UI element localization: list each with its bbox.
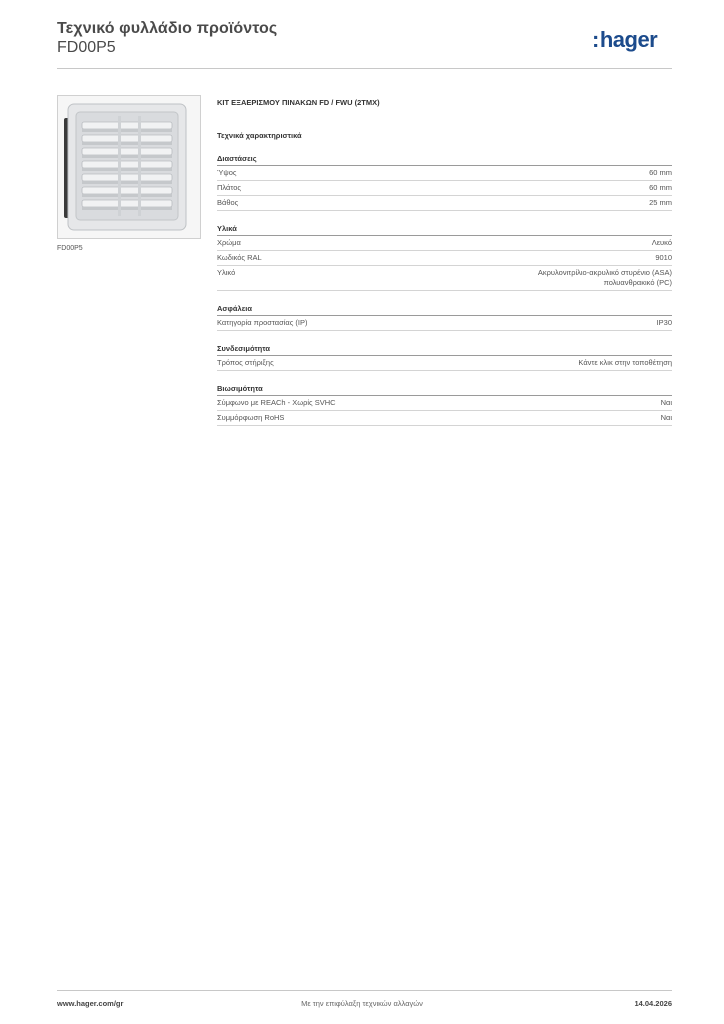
spec-label: Βάθος (217, 198, 239, 207)
spec-value: Λευκό (651, 238, 672, 247)
spec-label: Ύψος (217, 168, 237, 177)
spec-group-title: Διαστάσεις (217, 154, 672, 166)
footer-date: 14.04.2026 (634, 999, 672, 1008)
spec-label: Πλάτος (217, 183, 242, 192)
spec-label: Συμμόρφωση RoHS (217, 413, 285, 422)
spec-content (217, 97, 672, 426)
spec-value: IP30 (656, 318, 672, 327)
document-title: Τεχνικό φυλλάδιο προϊόντος (57, 20, 278, 37)
spec-groups (217, 154, 672, 426)
spec-row (217, 236, 672, 251)
footer-disclaimer: Με την επιφύλαξη τεχνικών αλλαγών (301, 999, 423, 1008)
spec-value: 60 mm (649, 183, 672, 192)
spec-row (217, 196, 672, 211)
spec-row (217, 251, 672, 266)
logo-text: hager (599, 27, 658, 52)
spec-row (217, 166, 672, 181)
vent-grille-image (58, 96, 200, 238)
spec-row (217, 396, 672, 411)
product-code: FD00P5 (57, 39, 116, 56)
spec-row (217, 181, 672, 196)
spec-value: Ναι (660, 413, 672, 422)
spec-row (217, 356, 672, 371)
spec-label: Κατηγορία προστασίας (IP) (217, 318, 308, 327)
spec-value: 9010 (655, 253, 672, 262)
spec-group-title: Βιωσιμότητα (217, 384, 672, 396)
footer-divider (57, 990, 672, 991)
image-caption: FD00P5 (57, 245, 83, 252)
hager-logo (592, 28, 657, 52)
product-name: ΚΙΤ ΕΞΑΕΡΙΣΜΟΥ ΠΙΝΑΚΩΝ FD / FWU (2TMX) (217, 98, 380, 107)
spec-value: Κάντε κλικ στην τοποθέτηση (578, 358, 672, 367)
spec-label: Σύμφωνο με REACh - Χωρίς SVHC (217, 398, 336, 407)
spec-label: Τρόπος στήριξης (217, 358, 274, 367)
spec-value: Ναι (660, 398, 672, 407)
header-divider (57, 68, 672, 69)
spec-value: 25 mm (649, 198, 672, 207)
spec-value: Ακρυλονιτρίλιο-ακρυλικό στυρένιο (ASA) πολυανθρακικό (PC) (537, 268, 672, 287)
footer-website[interactable]: www.hager.com/gr (57, 999, 124, 1008)
spec-label: Υλικό (217, 268, 236, 277)
spec-label: Χρώμα (217, 238, 241, 247)
spec-group-title: Ασφάλεια (217, 304, 672, 316)
spec-group-title: Υλικά (217, 224, 672, 236)
spec-row (217, 266, 672, 291)
logo-mark-icon: : (592, 27, 599, 52)
spec-row (217, 316, 672, 331)
product-image (57, 95, 201, 239)
spec-group-title: Συνδεσιμότητα (217, 344, 672, 356)
spec-label: Κωδικός RAL (217, 253, 262, 262)
section-heading: Τεχνικά χαρακτηριστικά (217, 131, 302, 140)
spec-row (217, 411, 672, 426)
spec-value: 60 mm (649, 168, 672, 177)
